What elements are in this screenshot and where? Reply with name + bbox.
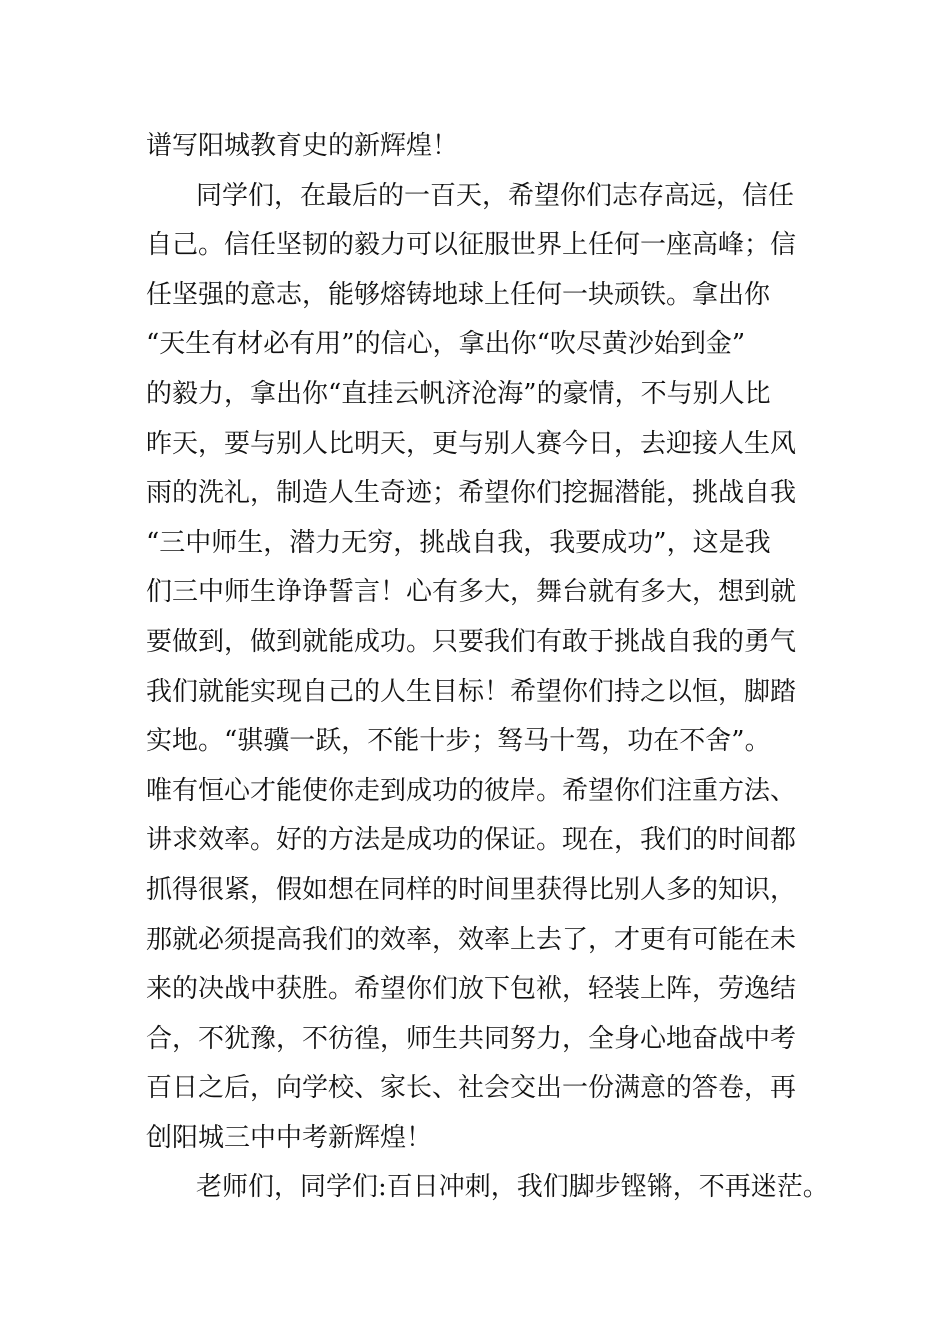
text-line: 讲求效率。好的方法是成功的保证。现在，我们的时间都 xyxy=(146,825,797,856)
text-line: 谱写阳城教育史的新辉煌！ xyxy=(146,131,459,161)
text-line: 任坚强的意志，能够熔铸地球上任何一块顽铁。拿出你 xyxy=(146,279,771,310)
text-line: 百日之后，向学校、家长、社会交出一份满意的答卷，再 xyxy=(146,1073,797,1104)
text-line: 昨天，要与别人比明天，更与别人赛今日，去迎接人生风 xyxy=(146,428,797,459)
text-line: 创阳城三中中考新辉煌！ xyxy=(146,1122,433,1153)
text-line: 实地。“骐骥一跃，不能十步；驽马十驾，功在不舍”。 xyxy=(146,726,771,757)
paragraph-start-line: 老师们，同学们:百日冲刺，我们脚步铿锵，不再迷茫。 xyxy=(196,1172,829,1203)
text-line: 自己。信任坚韧的毅力可以征服世界上任何一座高峰；信 xyxy=(146,230,797,261)
text-line: 的毅力，拿出你“直挂云帆济沧海”的豪情，不与别人比 xyxy=(146,378,771,409)
text-line: 我们就能实现自己的人生目标！希望你们持之以恒，脚踏 xyxy=(146,676,797,707)
text-line: 唯有恒心才能使你走到成功的彼岸。希望你们注重方法、 xyxy=(146,775,797,806)
text-line: “天生有材必有用”的信心，拿出你“吹尽黄沙始到金” xyxy=(146,329,746,360)
text-line: “三中师生，潜力无穷，挑战自我，我要成功”，这是我 xyxy=(146,527,771,558)
text-line: 合，不犹豫，不彷徨，师生共同努力，全身心地奋战中考 xyxy=(146,1023,797,1054)
text-line: 们三中师生诤诤誓言！心有多大，舞台就有多大，想到就 xyxy=(146,577,797,608)
text-line: 来的决战中获胜。希望你们放下包袱，轻装上阵，劳逸结 xyxy=(146,974,797,1005)
text-line: 要做到，做到就能成功。只要我们有敢于挑战自我的勇气 xyxy=(146,626,797,657)
text-line: 雨的洗礼，制造人生奇迹；希望你们挖掘潜能，挑战自我 xyxy=(146,478,797,509)
text-line: 那就必须提高我们的效率，效率上去了，才更有可能在未 xyxy=(146,924,797,955)
document-body xyxy=(146,122,836,1213)
paragraph-start-line: 同学们，在最后的一百天，希望你们志存高远，信任 xyxy=(196,180,795,211)
text-line: 抓得很紧，假如想在同样的时间里获得比别人多的知识， xyxy=(146,874,797,905)
